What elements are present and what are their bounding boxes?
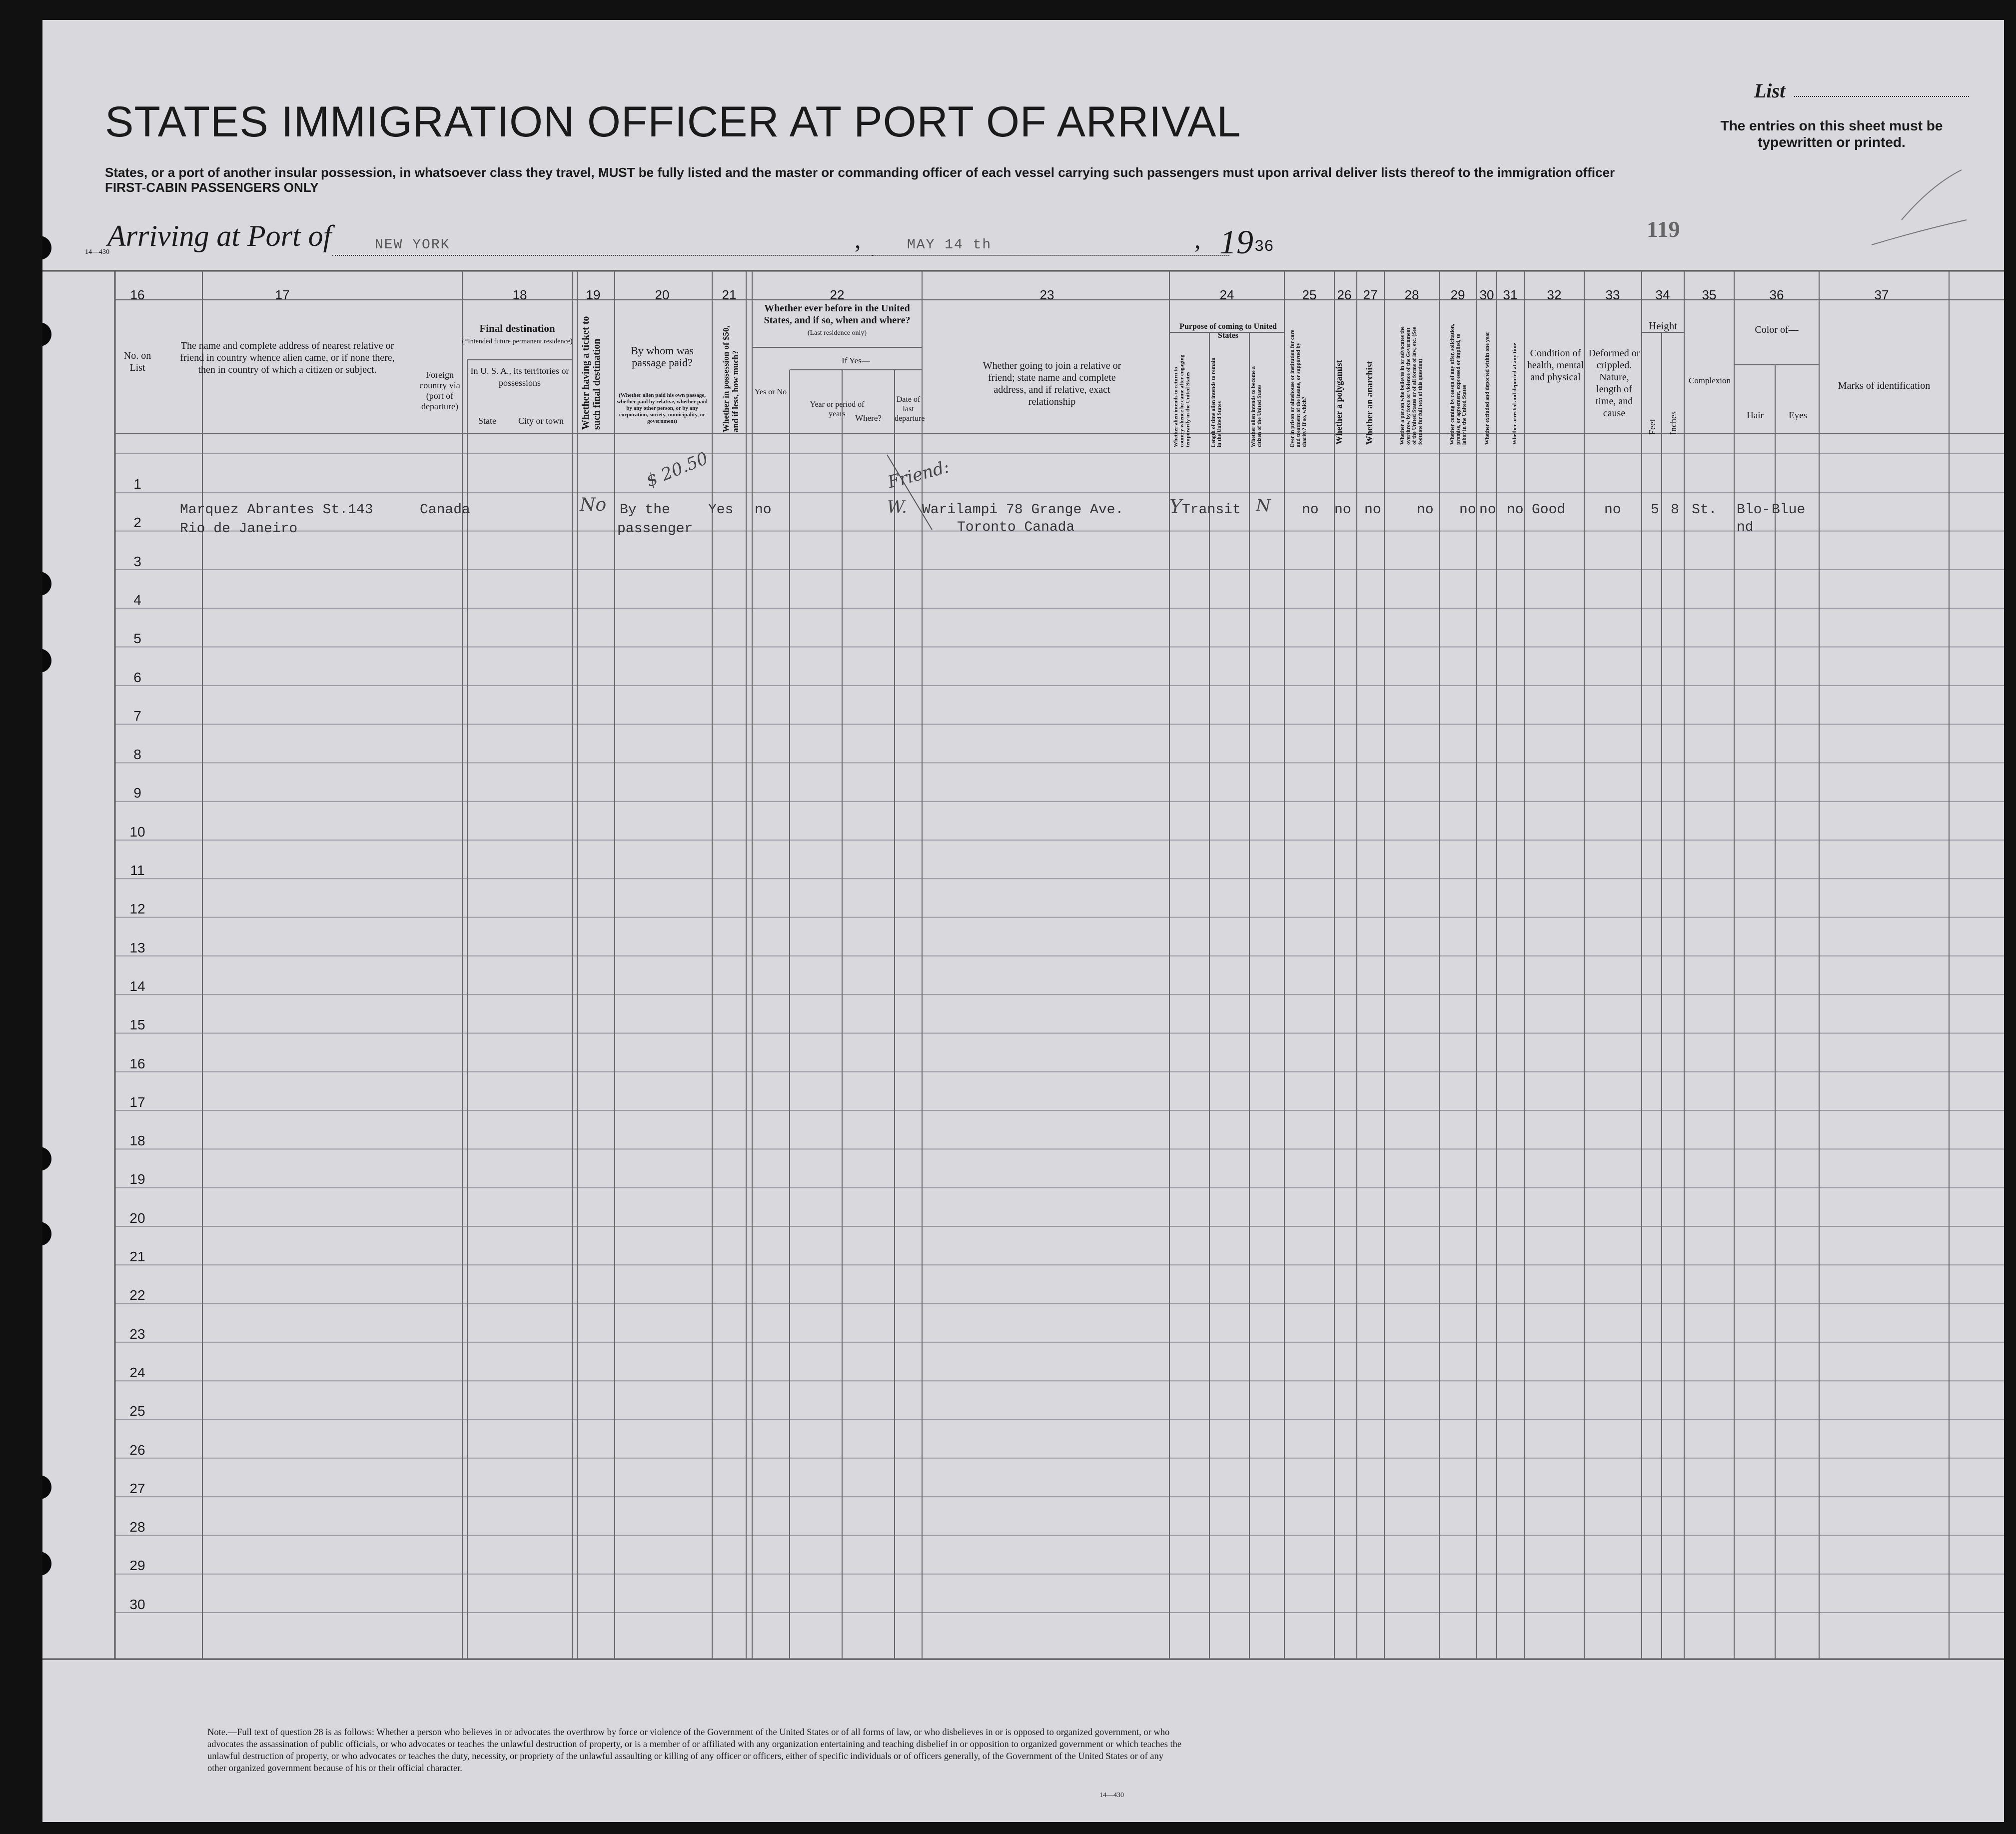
column-number: 26 — [1337, 287, 1352, 302]
list-label: List — [1754, 79, 1786, 102]
money-value: Yes — [708, 502, 734, 518]
row-number: 5 — [133, 631, 141, 647]
hair-value-line2: nd — [1737, 520, 1754, 535]
row-number: 28 — [129, 1519, 145, 1535]
column-number: 25 — [1302, 287, 1317, 302]
col-35-header: Complexion — [1688, 376, 1731, 385]
row-number: 19 — [129, 1171, 145, 1187]
page-subtitle: States, or a port of another insular possession, in whatsoever class they travel, MUST be fully listed and the master or commanding officer of each vessel carrying such passengers must upon arrival deliver lists thereof to the immigration officer — [105, 165, 1615, 180]
column-number: 17 — [275, 287, 290, 302]
col-24b-header: Length of time alien intends to remain in the United States — [1210, 357, 1222, 447]
row-number: 1 — [133, 476, 141, 492]
col-36a-header: Hair — [1747, 410, 1764, 421]
via-country: Canada — [420, 502, 470, 518]
relative-address-line2: Rio de Janeiro — [180, 521, 298, 537]
row-number: 25 — [129, 1403, 145, 1419]
col-26-header: Whether a polygamist — [1334, 360, 1344, 445]
c28-value: no — [1417, 502, 1434, 518]
row-number: 11 — [130, 863, 145, 878]
column-number: 29 — [1450, 287, 1465, 302]
footer-code: 14—430 — [1099, 1792, 1124, 1799]
comma: , — [1194, 225, 1201, 253]
join-prefix: W. — [887, 497, 907, 517]
row-number: 21 — [129, 1249, 145, 1264]
row-number: 24 — [129, 1364, 145, 1380]
row-number: 26 — [129, 1442, 145, 1458]
footnote: Note.—Full text of question 28 is as follows: Whether a person who believes in or advocates the overthrow by force or violence of the Government of the United States or of all forms of law, or who disbelieves in or is opposed to organized government, or who advocates the assassination of public officials, or who advocates or teaches the unlawful destruction of property, or is a member of or affiliated with any organization entertaining and teaching disbelief in or opposition to organized government or which teaches the unlawful destruction of property, or who advocates or teaches the duty, necessity, or propriety of the unlawful assaulting or killing of any officer or officers, either of specific individuals or of officers generally, of the Government of the United States or of any other organized government because of his or their official character. — [207, 1728, 1182, 1774]
col-22-header: Whether ever before in the United States, and if so, when and where? — [764, 303, 911, 326]
column-number: 24 — [1219, 287, 1234, 302]
row-number: 20 — [129, 1210, 145, 1226]
column-number: 19 — [586, 287, 601, 302]
row-number: 27 — [129, 1480, 145, 1496]
column-number: 28 — [1404, 287, 1419, 302]
before-us-value: no — [755, 502, 772, 518]
col-22-note: (Last residence only) — [807, 329, 867, 337]
column-number: 16 — [130, 287, 145, 302]
comma: , — [855, 225, 861, 253]
col-23-header: Whether going to join a relative or friend; state name and complete address, and if relative, exact relationship — [983, 360, 1121, 407]
col-19-header: Whether having a ticket to such final destination — [580, 316, 602, 430]
col-30-header: Whether excluded and deported within one year — [1484, 331, 1490, 445]
intent-mark: Y — [1169, 496, 1182, 518]
col-34a-header: Feet — [1647, 419, 1657, 435]
row-number: 23 — [129, 1326, 145, 1342]
year-prefix: 19 — [1219, 223, 1253, 261]
col-22a-header: Yes or No — [754, 388, 787, 396]
page-number: 119 — [1647, 216, 1680, 242]
join-address-line2: Toronto Canada — [957, 520, 1075, 535]
col-34-header: Height — [1648, 320, 1678, 332]
row-number: 9 — [133, 785, 141, 801]
port-value: NEW YORK — [375, 237, 450, 253]
year-suffix: 36 — [1254, 237, 1274, 256]
col-33-header: Deformed or crippled. Nature, length of time, and cause — [1588, 348, 1640, 419]
row-number: 7 — [133, 708, 141, 724]
col-36b-header: Eyes — [1789, 410, 1807, 421]
column-number: 34 — [1655, 287, 1670, 302]
eyes-value: Blue — [1772, 502, 1806, 518]
col-37-header: Marks of identification — [1838, 380, 1931, 391]
citizen-mark: N — [1256, 496, 1271, 516]
date-value: MAY 14 th — [907, 237, 992, 253]
row-number: 14 — [129, 978, 145, 994]
col-21-header: Whether in possession of $50, and if less, how much? — [721, 325, 740, 432]
col-25-header: Ever in prison or almshouse or institution for care and treatment of the insane, or supported by charity? If so, which? — [1289, 330, 1307, 447]
col-27-header: Whether an anarchist — [1364, 361, 1374, 445]
col-18b2-header: City or town — [518, 416, 564, 426]
complexion-value: St. — [1692, 502, 1717, 518]
class-line: FIRST-CABIN PASSENGERS ONLY — [105, 180, 319, 195]
row-number: 29 — [129, 1558, 145, 1574]
col-20-header: By whom was passage paid? — [631, 344, 694, 369]
page-title: STATES IMMIGRATION OFFICER AT PORT OF ARRIVAL — [105, 98, 1241, 146]
column-number: 23 — [1039, 287, 1054, 302]
col-24c-header: Whether alien intends to become a citizen of the United States — [1250, 366, 1262, 447]
col-18-note: (*Intended future permanent residence) — [462, 338, 573, 345]
row-number: 12 — [129, 901, 145, 917]
col-18-header: Final destination — [479, 322, 555, 334]
column-number: 36 — [1769, 287, 1784, 302]
col-22d-header: Date of last departure — [895, 395, 925, 423]
purpose-value: Transit — [1182, 502, 1241, 518]
col-18b-header: In U. S. A., its territories or possessions — [470, 366, 569, 388]
column-number: 22 — [830, 287, 845, 302]
row-number: 6 — [133, 669, 141, 685]
column-number: 27 — [1363, 287, 1378, 302]
col-24-header: Purpose of coming to United States — [1179, 322, 1277, 340]
col-29-header: Whether coming by reason of any offer, solicitation, promise, or agreement, expressed or implied, to labor in the United States — [1449, 323, 1467, 445]
row-number: 2 — [133, 515, 141, 531]
form-code: 14—430 — [85, 248, 109, 256]
height-feet: 5 — [1651, 502, 1659, 518]
row-number: 15 — [129, 1017, 145, 1033]
column-number: 35 — [1702, 287, 1717, 302]
column-number: 21 — [722, 287, 737, 302]
c30-value: no — [1479, 502, 1496, 518]
row-number: 4 — [133, 592, 141, 608]
column-number: 33 — [1605, 287, 1620, 302]
manifest-sheet — [42, 20, 2004, 1822]
col-32-header: Condition of health, mental and physical — [1527, 348, 1584, 383]
row-number: 10 — [129, 824, 145, 840]
hair-value-line1: Blo- — [1737, 502, 1771, 518]
deformed-value: no — [1604, 502, 1621, 518]
col-18b1-header: State — [478, 416, 496, 426]
col-17-header: The name and complete address of nearest relative or friend in country whence alien came, or if none there, then in country of which a citizen or subject. — [180, 340, 395, 375]
row-number: 3 — [133, 553, 141, 569]
col-22c-header: Where? — [855, 413, 882, 423]
column-number: 32 — [1547, 287, 1562, 302]
money-annotation: $ 20.50 — [643, 448, 711, 491]
relation-note: Friend: — [885, 457, 952, 493]
height-inches: 8 — [1671, 502, 1679, 518]
column-number: 30 — [1479, 287, 1494, 302]
col-24a-header: Whether alien intends to return to country whence he came after engaging temporarily in the United States — [1173, 354, 1191, 447]
col-16-header: No. on List — [123, 350, 151, 373]
c25-value: no — [1302, 502, 1319, 518]
column-number: 20 — [655, 287, 670, 302]
row-number: 30 — [129, 1596, 145, 1612]
paid-by-line1: By the — [620, 502, 670, 518]
arriving-label: Arriving at Port of — [107, 219, 332, 252]
col-22-if: If Yes— — [842, 356, 870, 365]
join-address-line1: Warilampi 78 Grange Ave. — [922, 502, 1124, 518]
ticket-value: No — [580, 495, 607, 515]
c27-value: no — [1364, 502, 1381, 518]
col-36-header: Color of— — [1755, 324, 1799, 335]
column-number: 37 — [1874, 287, 1889, 302]
c26-value: no — [1334, 502, 1351, 518]
col-34b-header: Inches — [1668, 411, 1678, 435]
paid-by-line2: passenger — [617, 521, 693, 537]
c31-value: no — [1507, 502, 1524, 518]
row-number: 22 — [129, 1287, 145, 1303]
col-20-note: (Whether alien paid his own passage, whether paid by relative, whether paid by any other person, or by any corporation, society, municipality, or government) — [617, 392, 708, 424]
row-number: 16 — [129, 1055, 145, 1071]
row-number: 13 — [129, 939, 145, 955]
relative-address-line1: Marquez Abrantes St.143 — [180, 502, 373, 518]
col-31-header: Whether arrested and deported at any time — [1512, 343, 1518, 445]
entries-note: The entries on this sheet must be typewritten or printed. — [1720, 118, 1943, 150]
row-number: 8 — [133, 747, 141, 763]
column-number: 31 — [1503, 287, 1518, 302]
health-value: Good — [1532, 502, 1566, 518]
c29-value: no — [1459, 502, 1476, 518]
col-18a-header: Foreign country via (port of departure) — [419, 370, 460, 411]
row-number: 17 — [129, 1094, 145, 1110]
col-28-header: Whether a person who believes in or advocates the overthrow by force or violence of the Government of the United States or of all forms of law, etc. (See footnote for full text of this question) — [1399, 326, 1423, 445]
row-number: 18 — [129, 1133, 145, 1149]
column-number: 18 — [512, 287, 527, 302]
col-22b-header: Year or period of years — [810, 400, 865, 418]
